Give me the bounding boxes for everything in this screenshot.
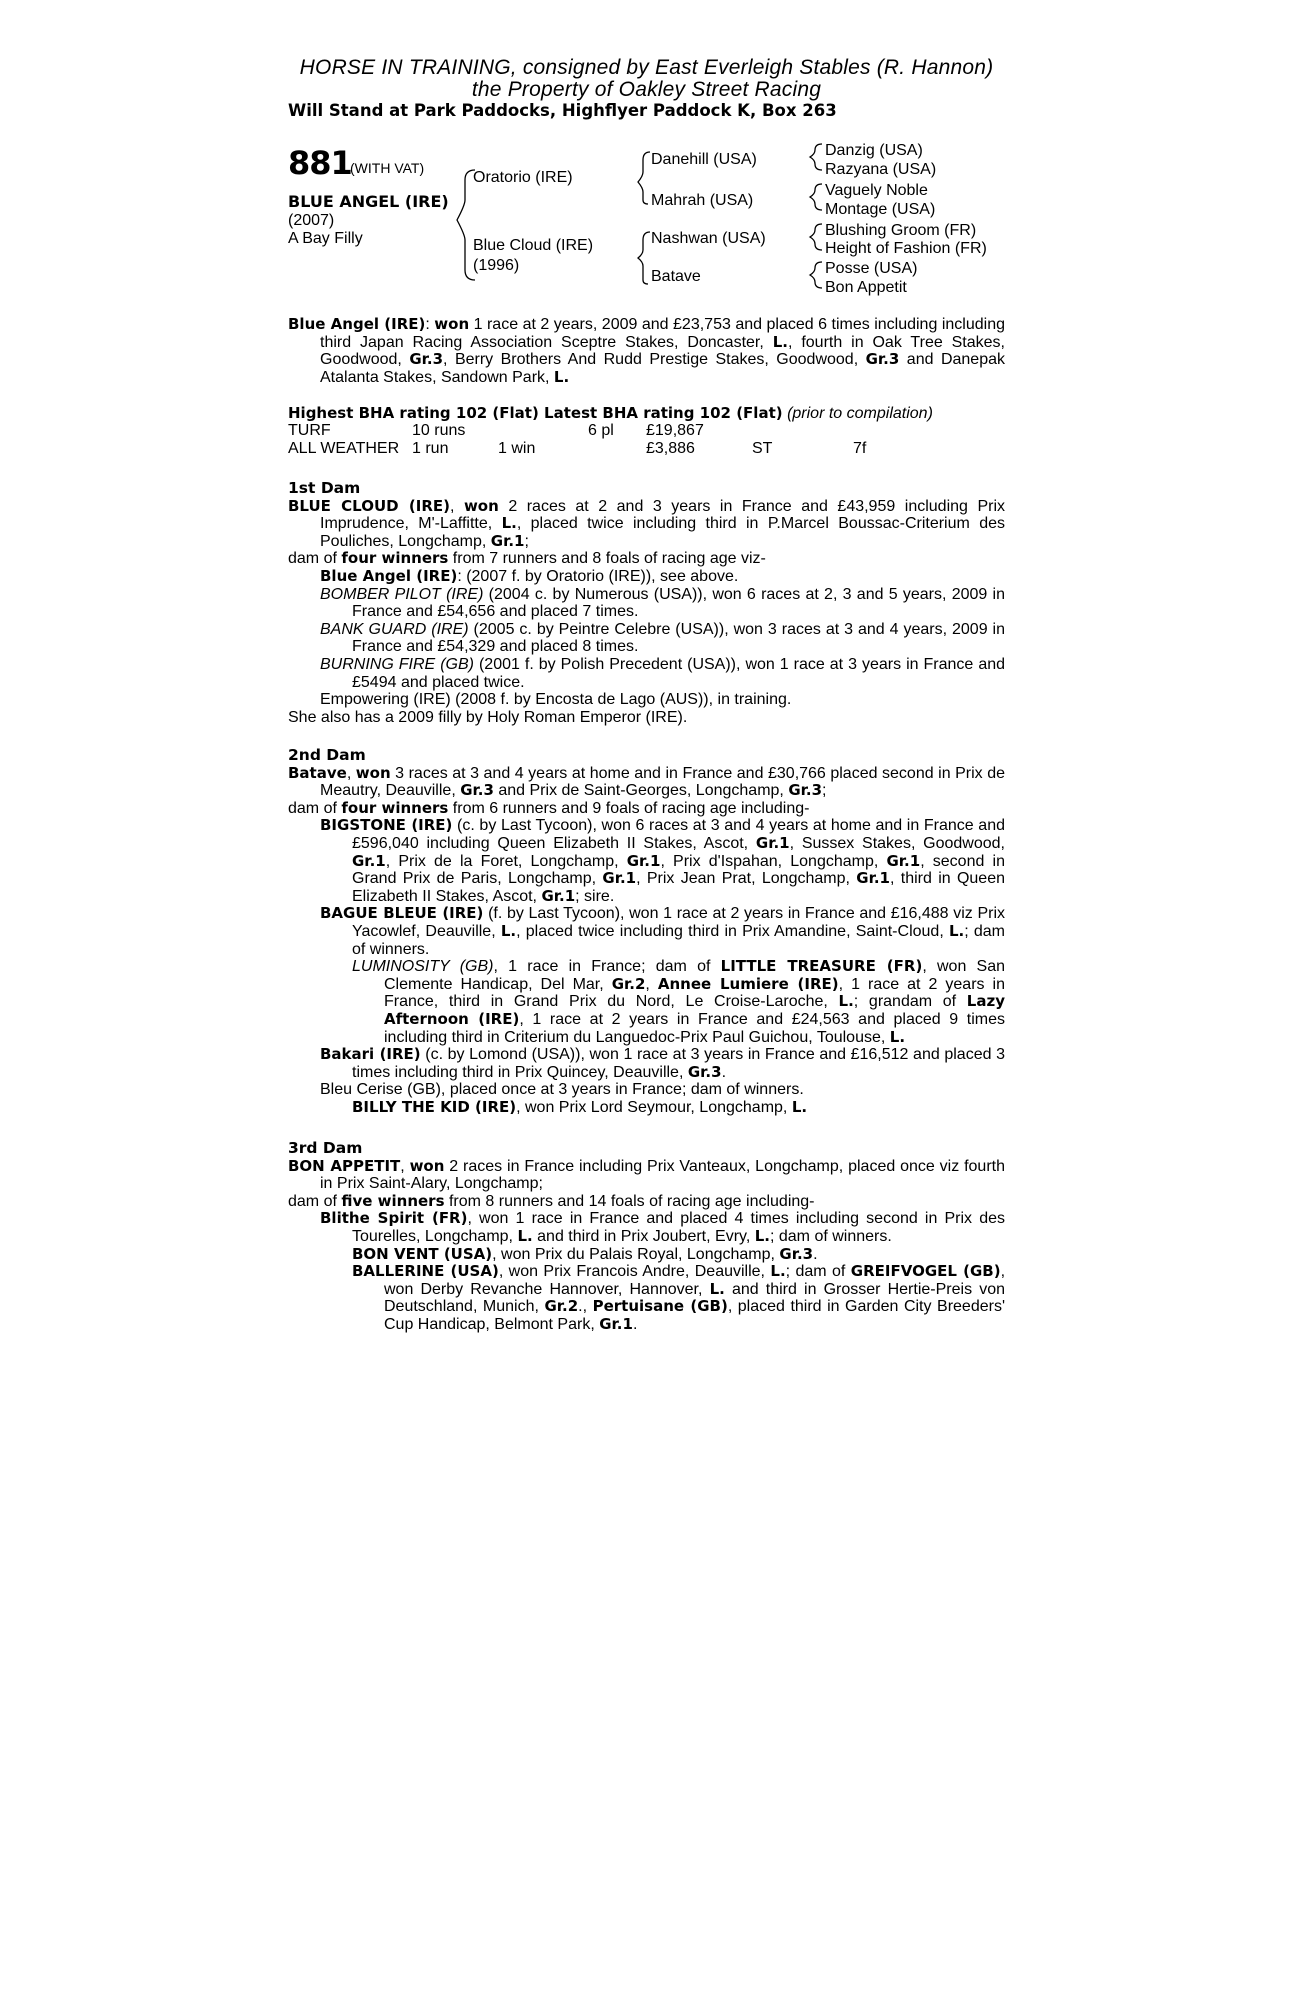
rating-heading [288,404,933,423]
turf-money: £19,867 [646,422,704,439]
first-dam-heading: 1st Dam [288,479,361,497]
third-dam-section: 3rd Dam BON APPETIT, won 2 races in France including Prix Vanteaux, Longchamp, placed once viz fourth in Prix Saint-Alary, Longchamp; dam of five winners from 8 runners and 14 foals of racing age including- Blithe Spirit (FR), won 1 race in France and placed 4 times including second in Prix des Tourelles, Longchamp, L. and third in Prix Joubert, Evry, L.; dam of winners. BON VENT (USA), won Prix du Palais Royal, Longchamp, Gr.3. BALLERINE (USA), won Prix Francois Andre, Deauville, L.; dam of GREIFVOGEL (GB), won Derby Revanche Hannover, Hannover, L. and third in Grosser Hertie-Preis von Deutschland, Munich, Gr.2., Pertuisane (GB), placed third in Garden City Breeders' Cup Handicap, Belmont Park, Gr.1. [288,1139,1006,1333]
pedigree-sire-sire: Danehill (USA) [651,151,757,168]
bracket-dam-line [638,232,650,284]
pedigree-g7: Posse (USA) [825,260,918,277]
vat-note: (WITH VAT) [350,160,425,176]
pedigree-g1: Danzig (USA) [825,142,923,159]
pedigree-g4: Montage (USA) [825,201,936,218]
pedigree-sire: Oratorio (IRE) [473,169,573,186]
bracket-sire-line [638,152,650,204]
bracket-g1 [810,144,822,170]
pedigree-g5: Blushing Groom (FR) [825,222,977,239]
aw-money: £3,886 [646,440,695,457]
turf-runs: 10 runs [412,422,466,439]
pedigree-dam-sire: Nashwan (USA) [651,230,766,247]
first-dam-section: 1st Dam BLUE CLOUD (IRE), won 2 races at 2 and 3 years in France and £43,959 including Prix Imprudence, M'-Laffitte, L., placed twice including third in P.Marcel Boussac-Criterium des Pouliches, Longchamp, Gr.1; dam of four winners from 7 runners and 8 foals of racing age viz- Blue Angel (IRE): (2007 f. by Oratorio (IRE)), see above. BOMBER PILOT (IRE) (2004 c. by Numerous (USA)), won 6 races at 2, 3 and 5 years, 2009 in France and £54,656 and placed 7 times. BANK GUARD (IRE) (2005 c. by Peintre Celebre (USA)), won 3 races at 3 and 4 years, 2009 in France and £54,329 and placed 8 times. BURNING FIRE (GB) (2001 f. by Polish Precedent (USA)), won 1 race at 3 years in France and £5494 and placed twice. Empowering (IRE) (2008 f. by Encosta de Lago (AUS)), in training. She also has a 2009 filly by Holy Roman Emperor (IRE). [288,479,1006,726]
pedigree-dam-year: (1996) [473,257,520,274]
pedigree-brackets [455,140,835,300]
race-record: Blue Angel (IRE): won 1 race at 2 years, 2009 and £23,753 and placed 6 times including including third Japan Racing Association Sceptre Stakes, Doncaster, L., fourth in Oak Tree Stakes, Goodwood, Gr.3, Berry Brothers And Rudd Prestige Stakes, Goodwood, Gr.3 and Danepak Atalanta Stakes, Sandown Park, L. [288,315,1005,386]
turf-label: TURF [288,422,331,439]
lot-number: 881 [288,144,352,182]
second-dam-section: 2nd Dam Batave, won 3 races at 3 and 4 years at home and in France and £30,766 placed second in Prix de Meautry, Deauville, Gr.3 and Prix de Saint-Georges, Longchamp, Gr.3; dam of four winners from 6 runners and 9 foals of racing age including- BIGSTONE (IRE) (c. by Last Tycoon), won 6 races at 3 and 4 years at home and in France and £596,040 including Queen Elizabeth II Stakes, Ascot, Gr.1, Sussex Stakes, Goodwood, Gr.1, Prix de la Foret, Longchamp, Gr.1, Prix d'Ispahan, Longchamp, Gr.1, second in Grand Prix de Paris, Longchamp, Gr.1, Prix Jean Prat, Longchamp, Gr.1, third in Queen Elizabeth II Stakes, Ascot, Gr.1; sire. BAGUE BLEUE (IRE) (f. by Last Tycoon), won 1 race at 2 years in France and £16,488 viz Prix Yacowlef, Deauville, L., placed twice including third in Prix Amandine, Saint-Cloud, L.; dam of winners. LUMINOSITY (GB), 1 race in France; dam of LITTLE TREASURE (FR), won San Clemente Handicap, Del Mar, Gr.2, Annee Lumiere (IRE), 1 race at 2 years in France, third in Grand Prix du Nord, Le Croise-Laroche, L.; grandam of Lazy Afternoon (IRE), 1 race at 2 years in France and £24,563 and placed 9 times including third in Criterium du Languedoc-Prix Paul Guichou, Toulouse, L. Bakari (IRE) (c. by Lomond (USA)), won 1 race at 3 years in France and £16,512 and placed 3 times including third in Prix Quincey, Deauville, Gr.3. Bleu Cerise (GB), placed once at 3 years in France; dam of winners. BILLY THE KID (IRE), won Prix Lord Seymour, Longchamp, L. [288,746,1006,1116]
rating-aw-row [288,440,1005,458]
rating-note: (prior to compilation) [787,405,933,422]
consignor-line: HORSE IN TRAINING, consigned by East Everleigh Stables (R. Hannon) [299,56,994,79]
aw-label: ALL WEATHER [288,440,400,457]
aw-runs: 1 run [412,440,449,457]
aw-wins: 1 win [498,440,536,457]
bracket-g4 [810,262,822,288]
horse-description: A Bay Filly [288,230,363,247]
pedigree-sire-dam: Mahrah (USA) [651,192,754,209]
horse-name: BLUE ANGEL (IRE) [288,192,449,211]
pedigree-g8: Bon Appetit [825,279,907,296]
pedigree-dam-dam: Batave [651,268,701,285]
bracket-g3 [810,224,822,250]
bracket-g2 [810,184,822,210]
property-line: the Property of Oakley Street Racing [471,78,822,101]
pedigree-g6: Height of Fashion (FR) [825,240,987,257]
rating-heading-text: Highest BHA rating 102 (Flat) Latest BHA rating 102 (Flat) [288,404,783,422]
third-dam-heading: 3rd Dam [288,1139,363,1157]
location-line: Will Stand at Park Paddocks, Highflyer Paddock K, Box 263 [288,101,837,120]
pedigree-dam: Blue Cloud (IRE) [473,237,594,254]
rating-turf-row [288,422,1005,440]
pedigree-g3: Vaguely Noble [825,182,928,199]
second-dam-heading: 2nd Dam [288,746,366,764]
aw-distance: 7f [853,440,867,457]
aw-surface: ST [752,440,773,457]
foaling-year: (2007) [288,212,335,229]
turf-placed: 6 pl [588,422,614,439]
pedigree-g2: Razyana (USA) [825,161,937,178]
